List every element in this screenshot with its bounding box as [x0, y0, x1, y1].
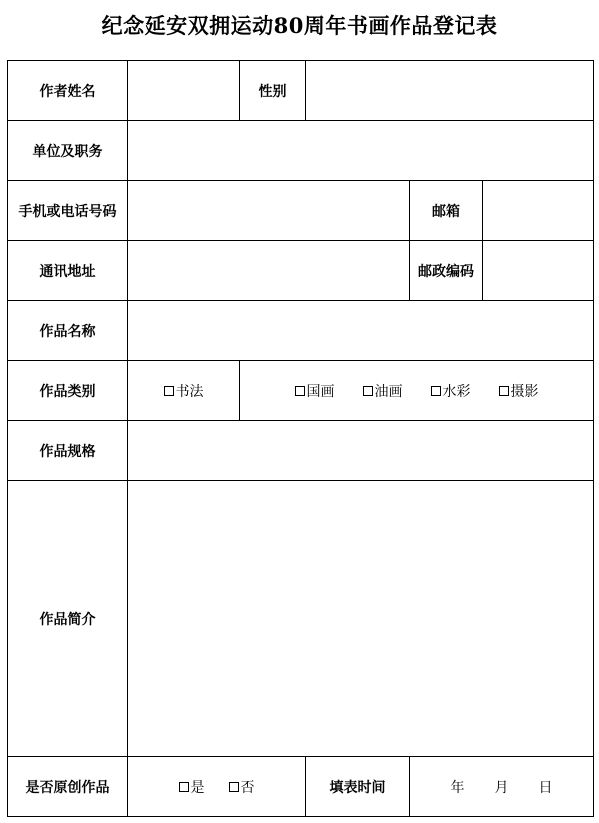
address-label: 通讯地址	[8, 241, 128, 301]
phone-field[interactable]	[128, 181, 410, 241]
category-label: 水彩	[442, 383, 471, 400]
unit-position-field[interactable]	[128, 121, 594, 181]
category-option-watercolor[interactable]	[431, 381, 471, 401]
email-label: 邮箱	[410, 181, 483, 241]
registration-form-table	[7, 60, 594, 817]
is-original-label: 是否原创作品	[8, 757, 128, 817]
address-field[interactable]	[128, 241, 410, 301]
category-options-cell	[240, 361, 594, 421]
date-month-unit: 月	[494, 779, 509, 796]
date-year-unit: 年	[450, 779, 465, 796]
checkbox-icon[interactable]	[179, 782, 189, 792]
date-day-unit: 日	[538, 779, 553, 796]
work-name-label: 作品名称	[8, 301, 128, 361]
gender-label: 性别	[240, 61, 306, 121]
checkbox-icon[interactable]	[431, 386, 441, 396]
original-option-yes[interactable]	[179, 777, 205, 797]
email-field[interactable]	[483, 181, 594, 241]
category-label: 油画	[374, 383, 403, 400]
work-spec-label: 作品规格	[8, 421, 128, 481]
category-label: 国画	[306, 383, 335, 400]
category-option-photography[interactable]	[499, 381, 539, 401]
postcode-field[interactable]	[483, 241, 594, 301]
original-option-label: 否	[240, 779, 255, 796]
checkbox-icon[interactable]	[499, 386, 509, 396]
category-option-oil-painting[interactable]	[363, 381, 403, 401]
checkbox-icon[interactable]	[363, 386, 373, 396]
category-option-guohua[interactable]	[295, 381, 335, 401]
category-option-calligraphy[interactable]	[164, 381, 204, 401]
author-name-field[interactable]	[128, 61, 240, 121]
fill-time-field[interactable]	[410, 757, 594, 817]
fill-time-label: 填表时间	[306, 757, 410, 817]
original-options-cell	[128, 757, 306, 817]
category-calligraphy-cell	[128, 361, 240, 421]
original-option-label: 是	[190, 779, 205, 796]
work-intro-label: 作品简介	[8, 481, 128, 757]
category-label: 书法	[175, 383, 204, 400]
form-title: 纪念延安双拥运动80周年书画作品登记表	[101, 13, 498, 38]
gender-field[interactable]	[306, 61, 594, 121]
work-category-label: 作品类别	[8, 361, 128, 421]
checkbox-icon[interactable]	[295, 386, 305, 396]
unit-position-label: 单位及职务	[8, 121, 128, 181]
postcode-label: 邮政编码	[410, 241, 483, 301]
work-name-field[interactable]	[128, 301, 594, 361]
category-label: 摄影	[510, 383, 539, 400]
work-intro-field[interactable]	[128, 481, 594, 757]
author-name-label: 作者姓名	[8, 61, 128, 121]
phone-label: 手机或电话号码	[8, 181, 128, 241]
checkbox-icon[interactable]	[229, 782, 239, 792]
work-spec-field[interactable]	[128, 421, 594, 481]
checkbox-icon[interactable]	[164, 386, 174, 396]
original-option-no[interactable]	[229, 777, 255, 797]
